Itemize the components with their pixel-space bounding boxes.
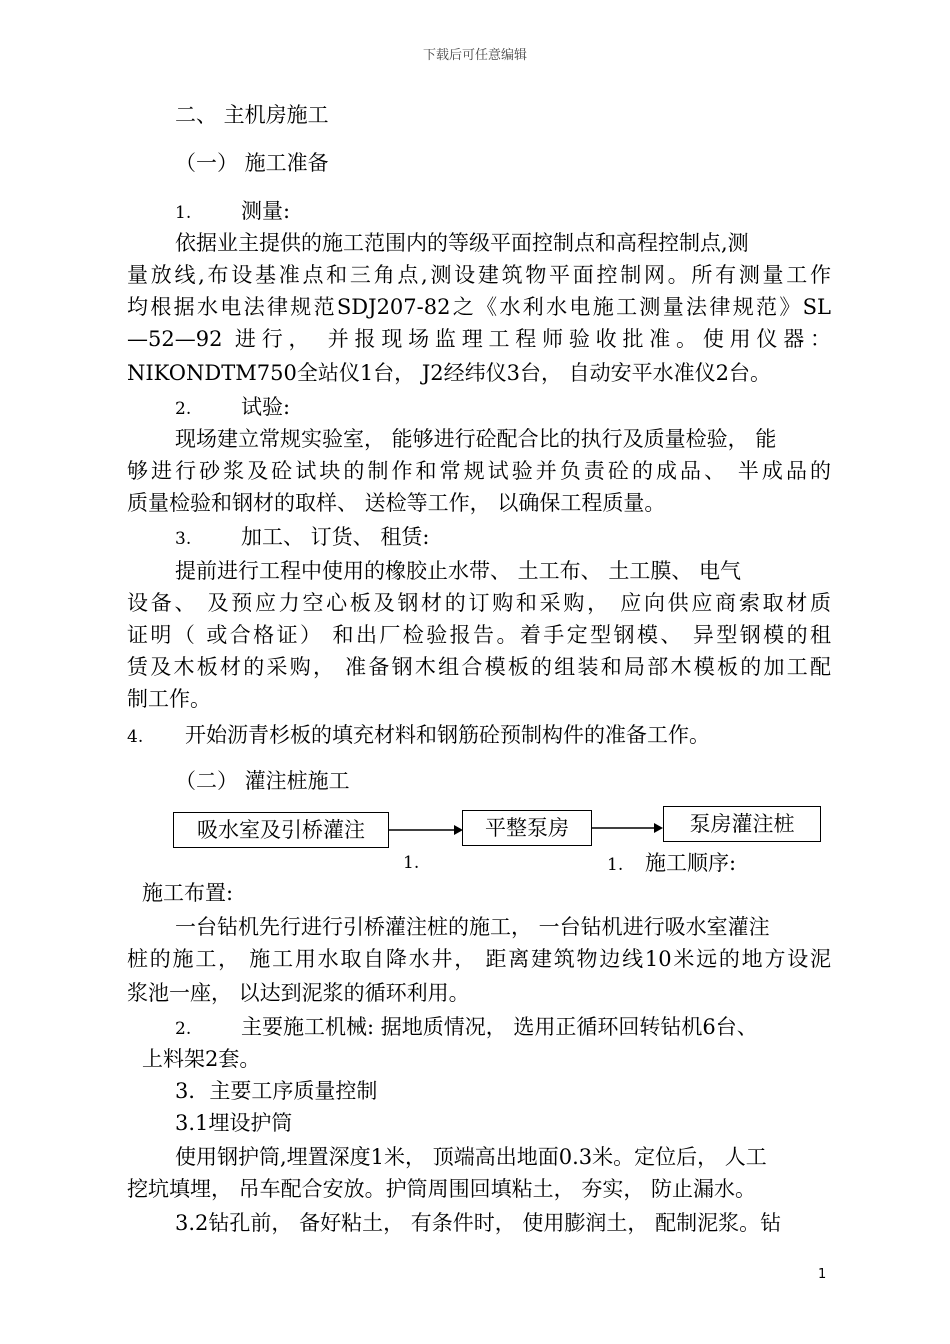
item-title: 试验: xyxy=(241,395,291,419)
item-number: 4. xyxy=(127,727,144,747)
flow-step-intake: 吸水室及引桥灌注 xyxy=(173,812,389,848)
flow-step-pump-piles: 泵房灌注桩 xyxy=(663,806,821,842)
item-materials xyxy=(127,720,710,752)
paragraph-line: 均根据水电法律规范SDJ207-82之《水利水电施工测量法律规范》SL xyxy=(127,295,831,319)
item-text: 主要施工机械: 据地质情况， 选用正循环回转钻机6台、 xyxy=(241,1015,758,1039)
flow-caption: 施工顺序: xyxy=(645,851,737,875)
paragraph-line: 证明（ 或合格证） 和出厂检验报告。着手定型钢模、 异型钢模的租 xyxy=(127,623,831,647)
page-header: 下载后可任意编辑 xyxy=(422,48,527,63)
flow-number: 1. xyxy=(607,855,624,875)
flow-caption-line xyxy=(607,848,736,880)
paragraph-line: 上料架2套。 xyxy=(142,1047,261,1071)
paragraph-line: 浆池一座， 以达到泥浆的循环利用。 xyxy=(127,981,470,1005)
paragraph-line: 设备、 及预应力空心板及钢材的订购和采购， 应向供应商索取材质 xyxy=(127,591,831,615)
section-title: 二、 主机房施工 xyxy=(175,103,329,127)
item-number: 1. xyxy=(175,203,192,223)
paragraph-line: 量放线,布设基准点和三角点,测设建筑物平面控制网。所有测量工作 xyxy=(127,263,831,287)
paragraph-line: NIKONDTM750全站仪1台， J2经纬仪3台， 自动安平水准仪2台。 xyxy=(127,361,772,385)
paragraph-line: 质量检验和钢材的取样、 送检等工作， 以确保工程质量。 xyxy=(127,491,666,515)
paragraph-line: 现场建立常规实验室， 能够进行砼配合比的执行及质量检验， 能 xyxy=(175,427,777,451)
paragraph-line: 依据业主提供的施工范围内的等级平面控制点和高程控制点,测 xyxy=(175,231,749,255)
layout-title: 施工布置: xyxy=(142,881,234,905)
flow-arrow-icon xyxy=(592,818,664,838)
subsection-title-piles: （二） 灌注桩施工 xyxy=(175,769,350,793)
paragraph-line: 挖坑填埋， 吊车配合安放。护筒周围回填粘土， 夯实， 防止漏水。 xyxy=(127,1177,757,1201)
item-number: 3. xyxy=(175,529,192,549)
item-casing-heading: 3.1埋设护筒 xyxy=(175,1111,293,1135)
paragraph-line: 制工作。 xyxy=(127,687,211,711)
paragraph-line: 赁及木板材的采购， 准备钢木组合模板的组装和局部木模板的加工配 xyxy=(127,655,831,679)
flow-number: 1. xyxy=(403,853,420,873)
subsection-title-prep: （一） 施工准备 xyxy=(175,151,329,175)
paragraph-line: 够进行砂浆及砼试块的制作和常规试验并负责砼的成品、 半成品的 xyxy=(127,459,831,483)
paragraph-line: 3.2钻孔前， 备好粘土， 有条件时， 使用膨润土， 配制泥浆。钻 xyxy=(175,1211,782,1235)
paragraph-line: 桩的施工， 施工用水取自降水井， 距离建筑物边线10米远的地方设泥 xyxy=(127,947,831,971)
item-quality-heading: 3．主要工序质量控制 xyxy=(175,1079,378,1103)
item-number: 2. xyxy=(175,399,192,419)
item-machinery xyxy=(175,1012,758,1044)
paragraph-line: 提前进行工程中使用的橡胶止水带、 土工布、 土工膜、 电气 xyxy=(175,559,742,583)
paragraph-line: —52—92 进行， 并报现场监理工程师验收批准。使用仪器： xyxy=(127,327,831,351)
paragraph-line: 一台钻机先行进行引桥灌注桩的施工， 一台钻机进行吸水室灌注 xyxy=(175,915,770,939)
item-procurement-heading xyxy=(175,522,429,554)
item-title: 测量: xyxy=(241,199,291,223)
page-number: 1 xyxy=(818,1267,827,1282)
item-survey-heading xyxy=(175,196,290,228)
item-number: 2. xyxy=(175,1019,192,1039)
flow-arrow-icon xyxy=(388,820,464,840)
item-title: 加工、 订货、 租赁: xyxy=(241,525,430,549)
item-test-heading xyxy=(175,392,290,424)
item-text: 开始沥青杉板的填充材料和钢筋砼预制构件的准备工作。 xyxy=(185,723,710,747)
flow-step-level: 平整泵房 xyxy=(462,810,592,846)
paragraph-line: 使用钢护筒,埋置深度1米， 顶端高出地面0.3米。定位后， 人工 xyxy=(175,1145,767,1169)
